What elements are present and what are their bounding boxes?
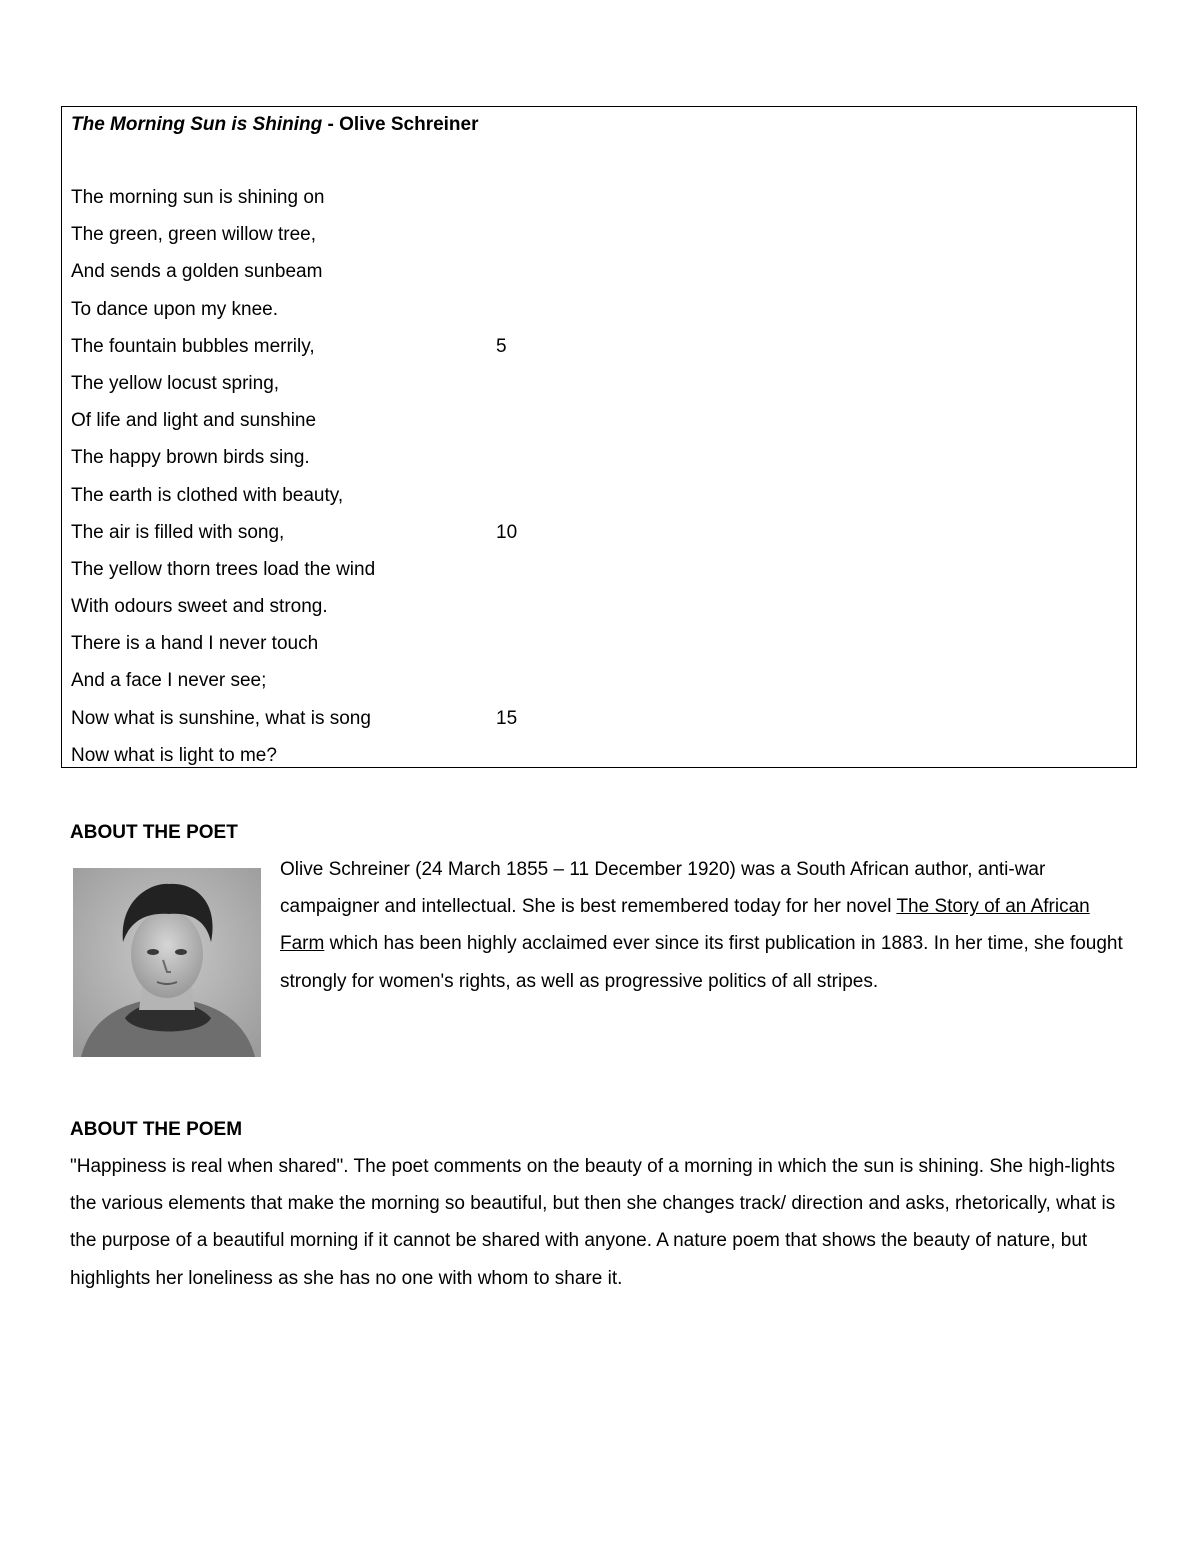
poem-line [71, 291, 671, 328]
poem-line-text: Of life and light and sunshine [71, 410, 317, 432]
poem-line-text: And a face I never see; [71, 670, 267, 692]
poem-line-text: The yellow locust spring, [71, 372, 280, 394]
poem-line-text: Now what is light to me? [71, 744, 277, 766]
line-number: 10 [496, 521, 518, 543]
poem-line [71, 625, 671, 662]
poem-line-text: And sends a golden sunbeam [71, 261, 323, 283]
poem-line [71, 216, 671, 253]
poem-line [71, 551, 671, 588]
poem-title [71, 114, 479, 136]
poem-line-text: The air is filled with song, [71, 521, 285, 543]
poet-portrait [73, 868, 261, 1057]
about-poet-heading: ABOUT THE POET [70, 822, 238, 843]
title-separator: - [322, 114, 340, 135]
poem-line [71, 439, 671, 476]
poem-line-text: The yellow thorn trees load the wind [71, 558, 376, 580]
poem-line [71, 402, 671, 439]
poem-line [71, 737, 671, 774]
poem-line-text: Now what is sunshine, what is song [71, 707, 371, 729]
poem-line [71, 328, 671, 365]
poem-lines [71, 179, 671, 774]
poem-line [71, 514, 671, 551]
line-number: 15 [496, 707, 518, 729]
bio-text-after: which has been highly acclaimed ever since its first publication in 1883. In her time, she fought strongly for women's rights, as well as progressive politics of all stripes. [280, 933, 1123, 992]
poem-line-text: The fountain bubbles merrily, [71, 335, 315, 357]
poem-author: Olive Schreiner [339, 114, 479, 135]
poem-line [71, 588, 671, 625]
poem-line [71, 179, 671, 216]
poem-line-text: With odours sweet and strong. [71, 596, 328, 618]
poet-bio [280, 851, 1132, 1000]
novel-title: The Story of an African Farm [280, 896, 1090, 955]
poem-line-text: The earth is clothed with beauty, [71, 484, 344, 506]
poem-line [71, 662, 671, 699]
poem-line-text: The happy brown birds sing. [71, 447, 310, 469]
about-poem-text: "Happiness is real when shared". The poet comments on the beauty of a morning in which the sun is shining. She high-lights the various elements that make the morning so beautiful, but then she changes track/ direction and asks, rhetorically, what is the purpose of a beautiful morning if it cannot be shared with anyone. A nature poem that shows the beauty of nature, but highlights her loneliness as she has no one with whom to share it. [70, 1156, 1116, 1289]
poem-title-text: The Morning Sun is Shining [71, 114, 323, 135]
poem-line [71, 477, 671, 514]
poem-line [71, 253, 671, 290]
poem-box [61, 106, 1137, 768]
line-number: 5 [496, 335, 507, 357]
about-poem-heading: ABOUT THE POEM [70, 1119, 243, 1140]
poem-line-text: The green, green willow tree, [71, 224, 317, 246]
poem-line-text: To dance upon my knee. [71, 298, 279, 320]
poem-line-text: The morning sun is shining on [71, 187, 325, 208]
poem-line [71, 700, 671, 737]
poem-line [71, 365, 671, 402]
poem-line-text: There is a hand I never touch [71, 633, 319, 655]
bio-text-before: Olive Schreiner (24 March 1855 – 11 December 1920) was a South African author, anti-war campaigner and intellectual. She is best remembered today for her novel [280, 859, 1046, 918]
